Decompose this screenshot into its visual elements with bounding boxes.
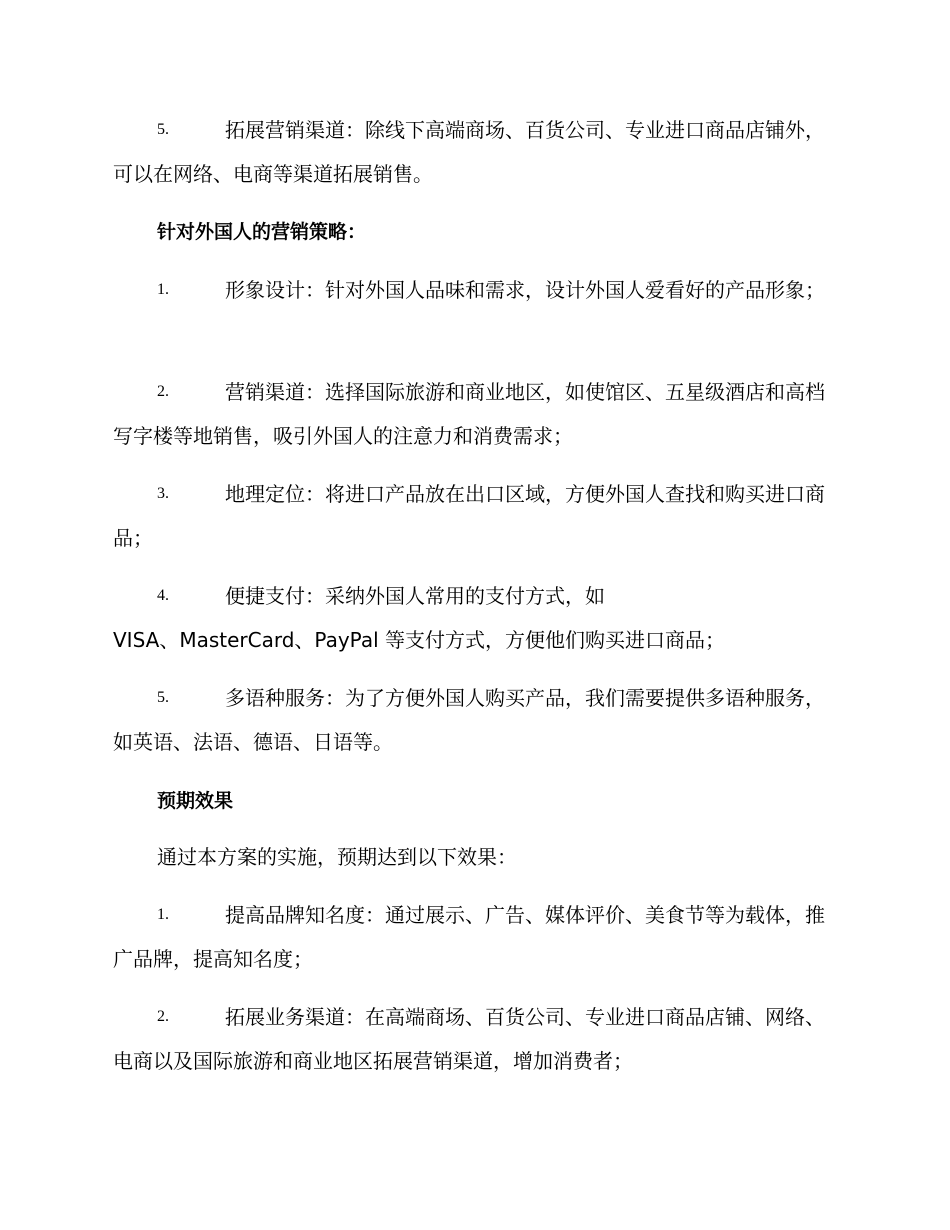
list-item-number: 1.: [157, 906, 169, 923]
list-item: [113, 676, 837, 764]
list-item-number: 5.: [157, 689, 169, 706]
intro-paragraph: 通过本方案的实施，预期达到以下效果：: [157, 845, 517, 869]
section-heading: 针对外国人的营销策略：: [157, 221, 367, 243]
list-item-number: 1.: [157, 281, 169, 298]
list-item-number: 4.: [157, 587, 169, 604]
list-item-text: 地理定位：将进口产品放在出口区域，方便外国人查找和购买进口商品；: [113, 482, 825, 550]
list-item: [113, 108, 837, 196]
list-item-number: 5.: [157, 121, 169, 138]
list-item: [113, 995, 837, 1083]
list-item-number: 2.: [157, 1008, 169, 1025]
list-item-text-continued: VISA、MasterCard、PayPal 等支付方式，方便他们购买进口商品；: [113, 628, 726, 652]
list-item-number: 2.: [157, 383, 169, 400]
list-item-text: 营销渠道：选择国际旅游和商业地区，如使馆区、五星级酒店和高档写字楼等地销售，吸引外国人的注意力和消费需求；: [113, 380, 825, 448]
list-item-number: 3.: [157, 485, 169, 502]
list-item-text: 拓展营销渠道：除线下高端商场、百货公司、专业进口商品店铺外，可以在网络、电商等渠道拓展销售。: [113, 118, 825, 186]
list-item: [113, 268, 837, 312]
list-item-text: 提高品牌知名度：通过展示、广告、媒体评价、美食节等为载体，推广品牌，提高知名度；: [113, 903, 825, 971]
list-item-text: 多语种服务：为了方便外国人购买产品，我们需要提供多语种服务，如英语、法语、德语、日语等。: [113, 686, 825, 754]
list-item-text: 拓展业务渠道：在高端商场、百货公司、专业进口商品店铺、网络、电商以及国际旅游和商业地区拓展营销渠道，增加消费者；: [113, 1005, 825, 1073]
list-item: [113, 574, 837, 662]
section-heading: 预期效果: [157, 790, 234, 812]
list-item: [113, 370, 837, 458]
list-item-text: 便捷支付：采纳外国人常用的支付方式，如: [225, 584, 605, 608]
list-item: [113, 893, 837, 981]
list-item-text: 形象设计：针对外国人品味和需求，设计外国人爱看好的产品形象；: [225, 278, 825, 302]
list-item: [113, 472, 837, 560]
